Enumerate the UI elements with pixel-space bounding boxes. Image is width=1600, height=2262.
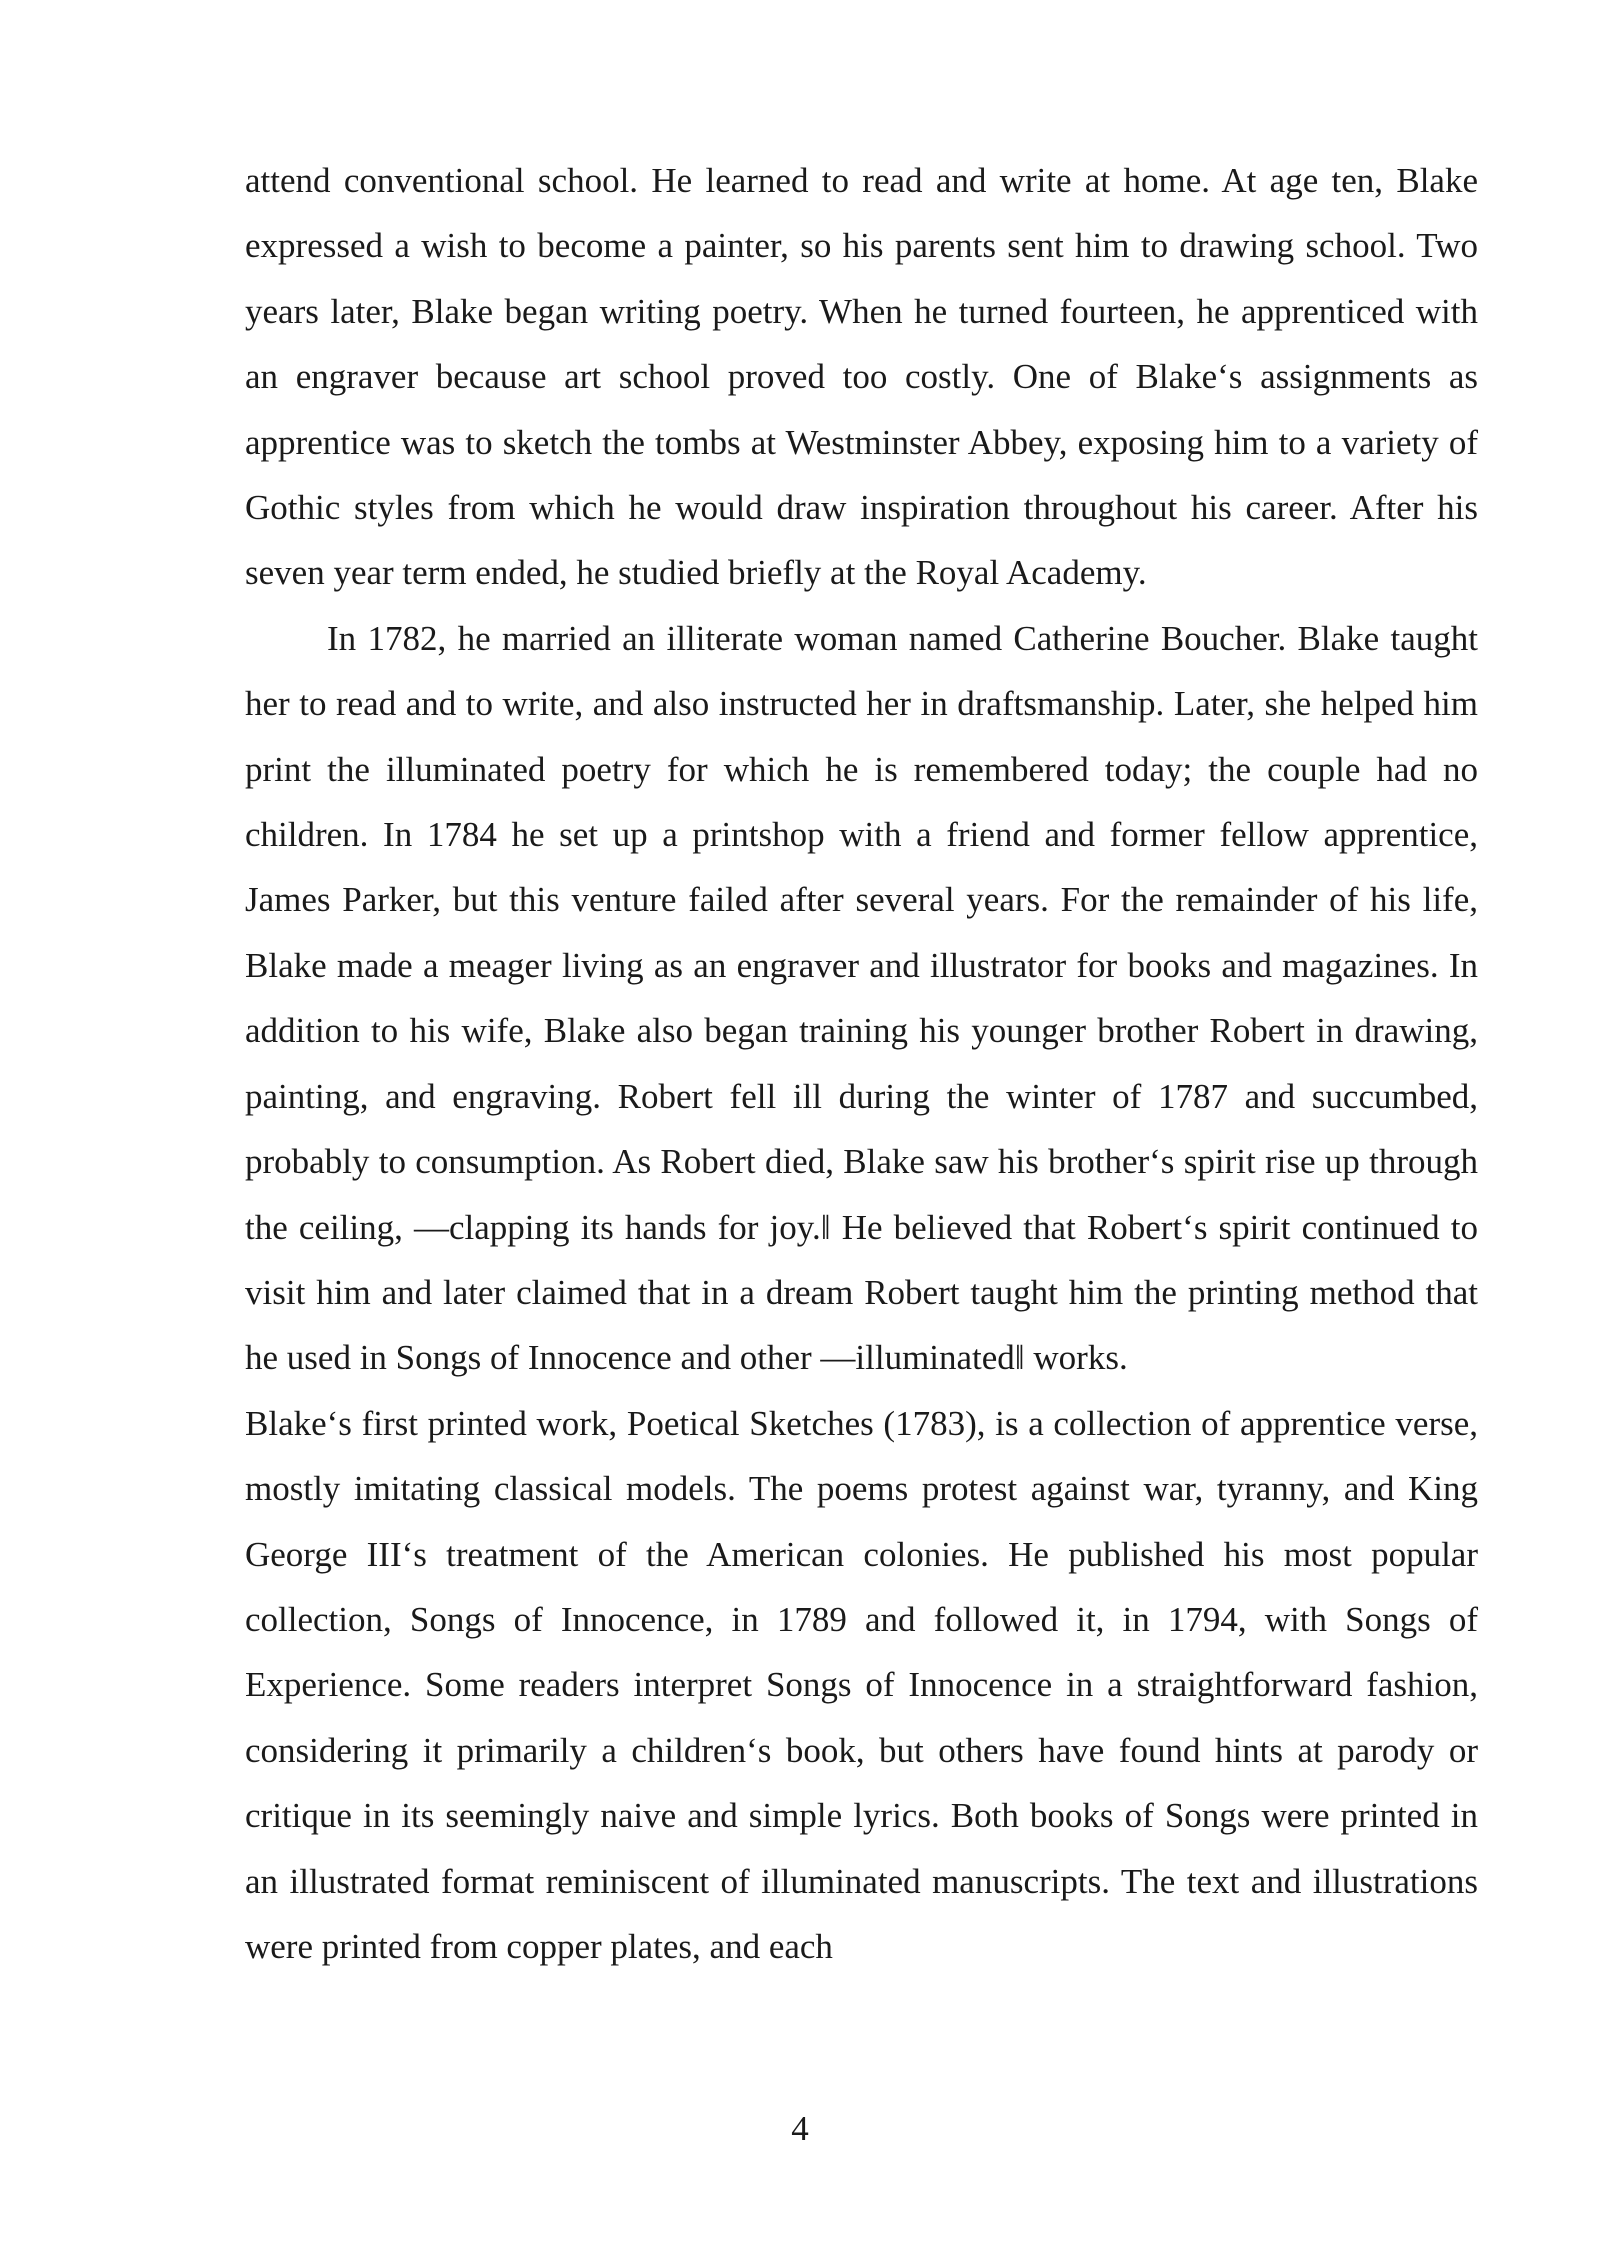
paragraph-3: Blake‘s first printed work, Poetical Sketches (1783), is a collection of apprentice verse, mostly imitating classical models. The poems protest against war, tyranny, and King George III‘s treatment of the American colonies. He published his most popular collection, Songs of Innocence, in 1789 and followed it, in 1794, with Songs of Experience. Some readers interpret Songs of Innocence in a straightforward fashion, considering it primarily a children‘s book, but others have found hints at parody or critique in its seemingly naive and simple lyrics. Both books of Songs were printed in an illustrated format reminiscent of illuminated manuscripts. The text and illustrations were printed from copper plates, and each [245, 1403, 1478, 1966]
paragraph-2: In 1782, he married an illiterate woman named Catherine Boucher. Blake taught her to read and to write, and also instructed her in draftsmanship. Later, she helped him print the illuminated poetry for which he is remembered today; the couple had no children. In 1784 he set up a printshop with a friend and former fellow apprentice, James Parker, but this venture failed after several years. For the remainder of his life, Blake made a meager living as an engraver and illustrator for books and magazines. In addition to his wife, Blake also began training his younger brother Robert in drawing, painting, and engraving. Robert fell ill during the winter of 1787 and succumbed, probably to consumption. As Robert died, Blake saw his brother‘s spirit rise up through the ceiling, ―clapping its hands for joy.‖ He believed that Robert‘s spirit continued to visit him and later claimed that in a dream Robert taught him the printing method that he used in Songs of Innocence and other ―illuminated‖ works. [245, 618, 1478, 1378]
page-number: 4 [791, 2109, 809, 2148]
paragraph-1: attend conventional school. He learned to read and write at home. At age ten, Blake expressed a wish to become a painter, so his parents sent him to drawing school. Two years later, Blake began writing poetry. When he turned fourteen, he apprenticed with an engraver because art school proved too costly. One of Blake‘s assignments as apprentice was to sketch the tombs at Westminster Abbey, exposing him to a variety of Gothic styles from which he would draw inspiration throughout his career. After his seven year term ended, he studied briefly at the Royal Academy. [245, 161, 1478, 593]
document-body [245, 148, 1478, 1979]
